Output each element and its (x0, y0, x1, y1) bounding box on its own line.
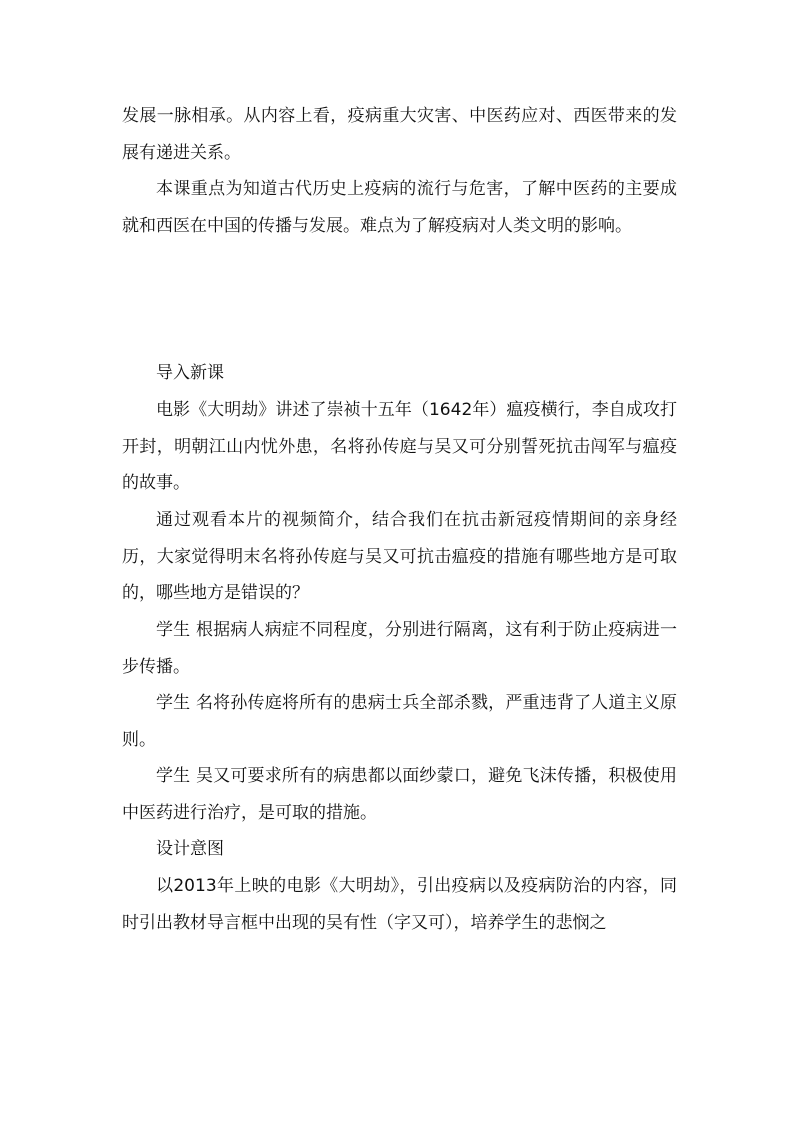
paragraph-key-points: 本课重点为知道古代历史上疫病的流行与危害，了解中医药的主要成就和西医在中国的传播与发展。难点为了解疫病对人类文明的影响。 (122, 179, 677, 236)
section-heading-intro: 导入新课 (156, 363, 224, 383)
paragraph-continuation: 发展一脉相承。从内容上看，疫病重大灾害、中医药应对、西医带来的发展有递进关系。 (122, 106, 677, 163)
section-heading-design: 设计意图 (156, 839, 224, 859)
paragraph-student-answer-2: 学生 名将孙传庭将所有的患病士兵全部杀戮，严重违背了人道主义原则。 (122, 693, 677, 750)
paragraph-movie-intro: 电影《大明劫》讲述了崇祯十五年（1642年）瘟疫横行，李自成攻打开封，明朝江山内忧外患，名将孙传庭与吴又可分别誓死抗击闯军与瘟疫的故事。 (122, 400, 677, 493)
paragraph-design-intent: 以2013年上映的电影《大明劫》，引出疫病以及疫病防治的内容，同时引出教材导言框中出现的吴有性（字又可），培养学生的悲悯之 (122, 876, 677, 933)
paragraph-question: 通过观看本片的视频简介，结合我们在抗击新冠疫情期间的亲身经历，大家觉得明末名将孙传庭与吴又可抗击瘟疫的措施有哪些地方是可取的，哪些地方是错误的？ (122, 510, 677, 603)
paragraph-student-answer-3: 学生 吴又可要求所有的病患都以面纱蒙口，避免飞沫传播，积极使用中医药进行治疗，是可取的措施。 (122, 766, 677, 823)
paragraph-student-answer-1: 学生 根据病人病症不同程度，分别进行隔离，这有利于防止疫病进一步传播。 (122, 620, 677, 677)
